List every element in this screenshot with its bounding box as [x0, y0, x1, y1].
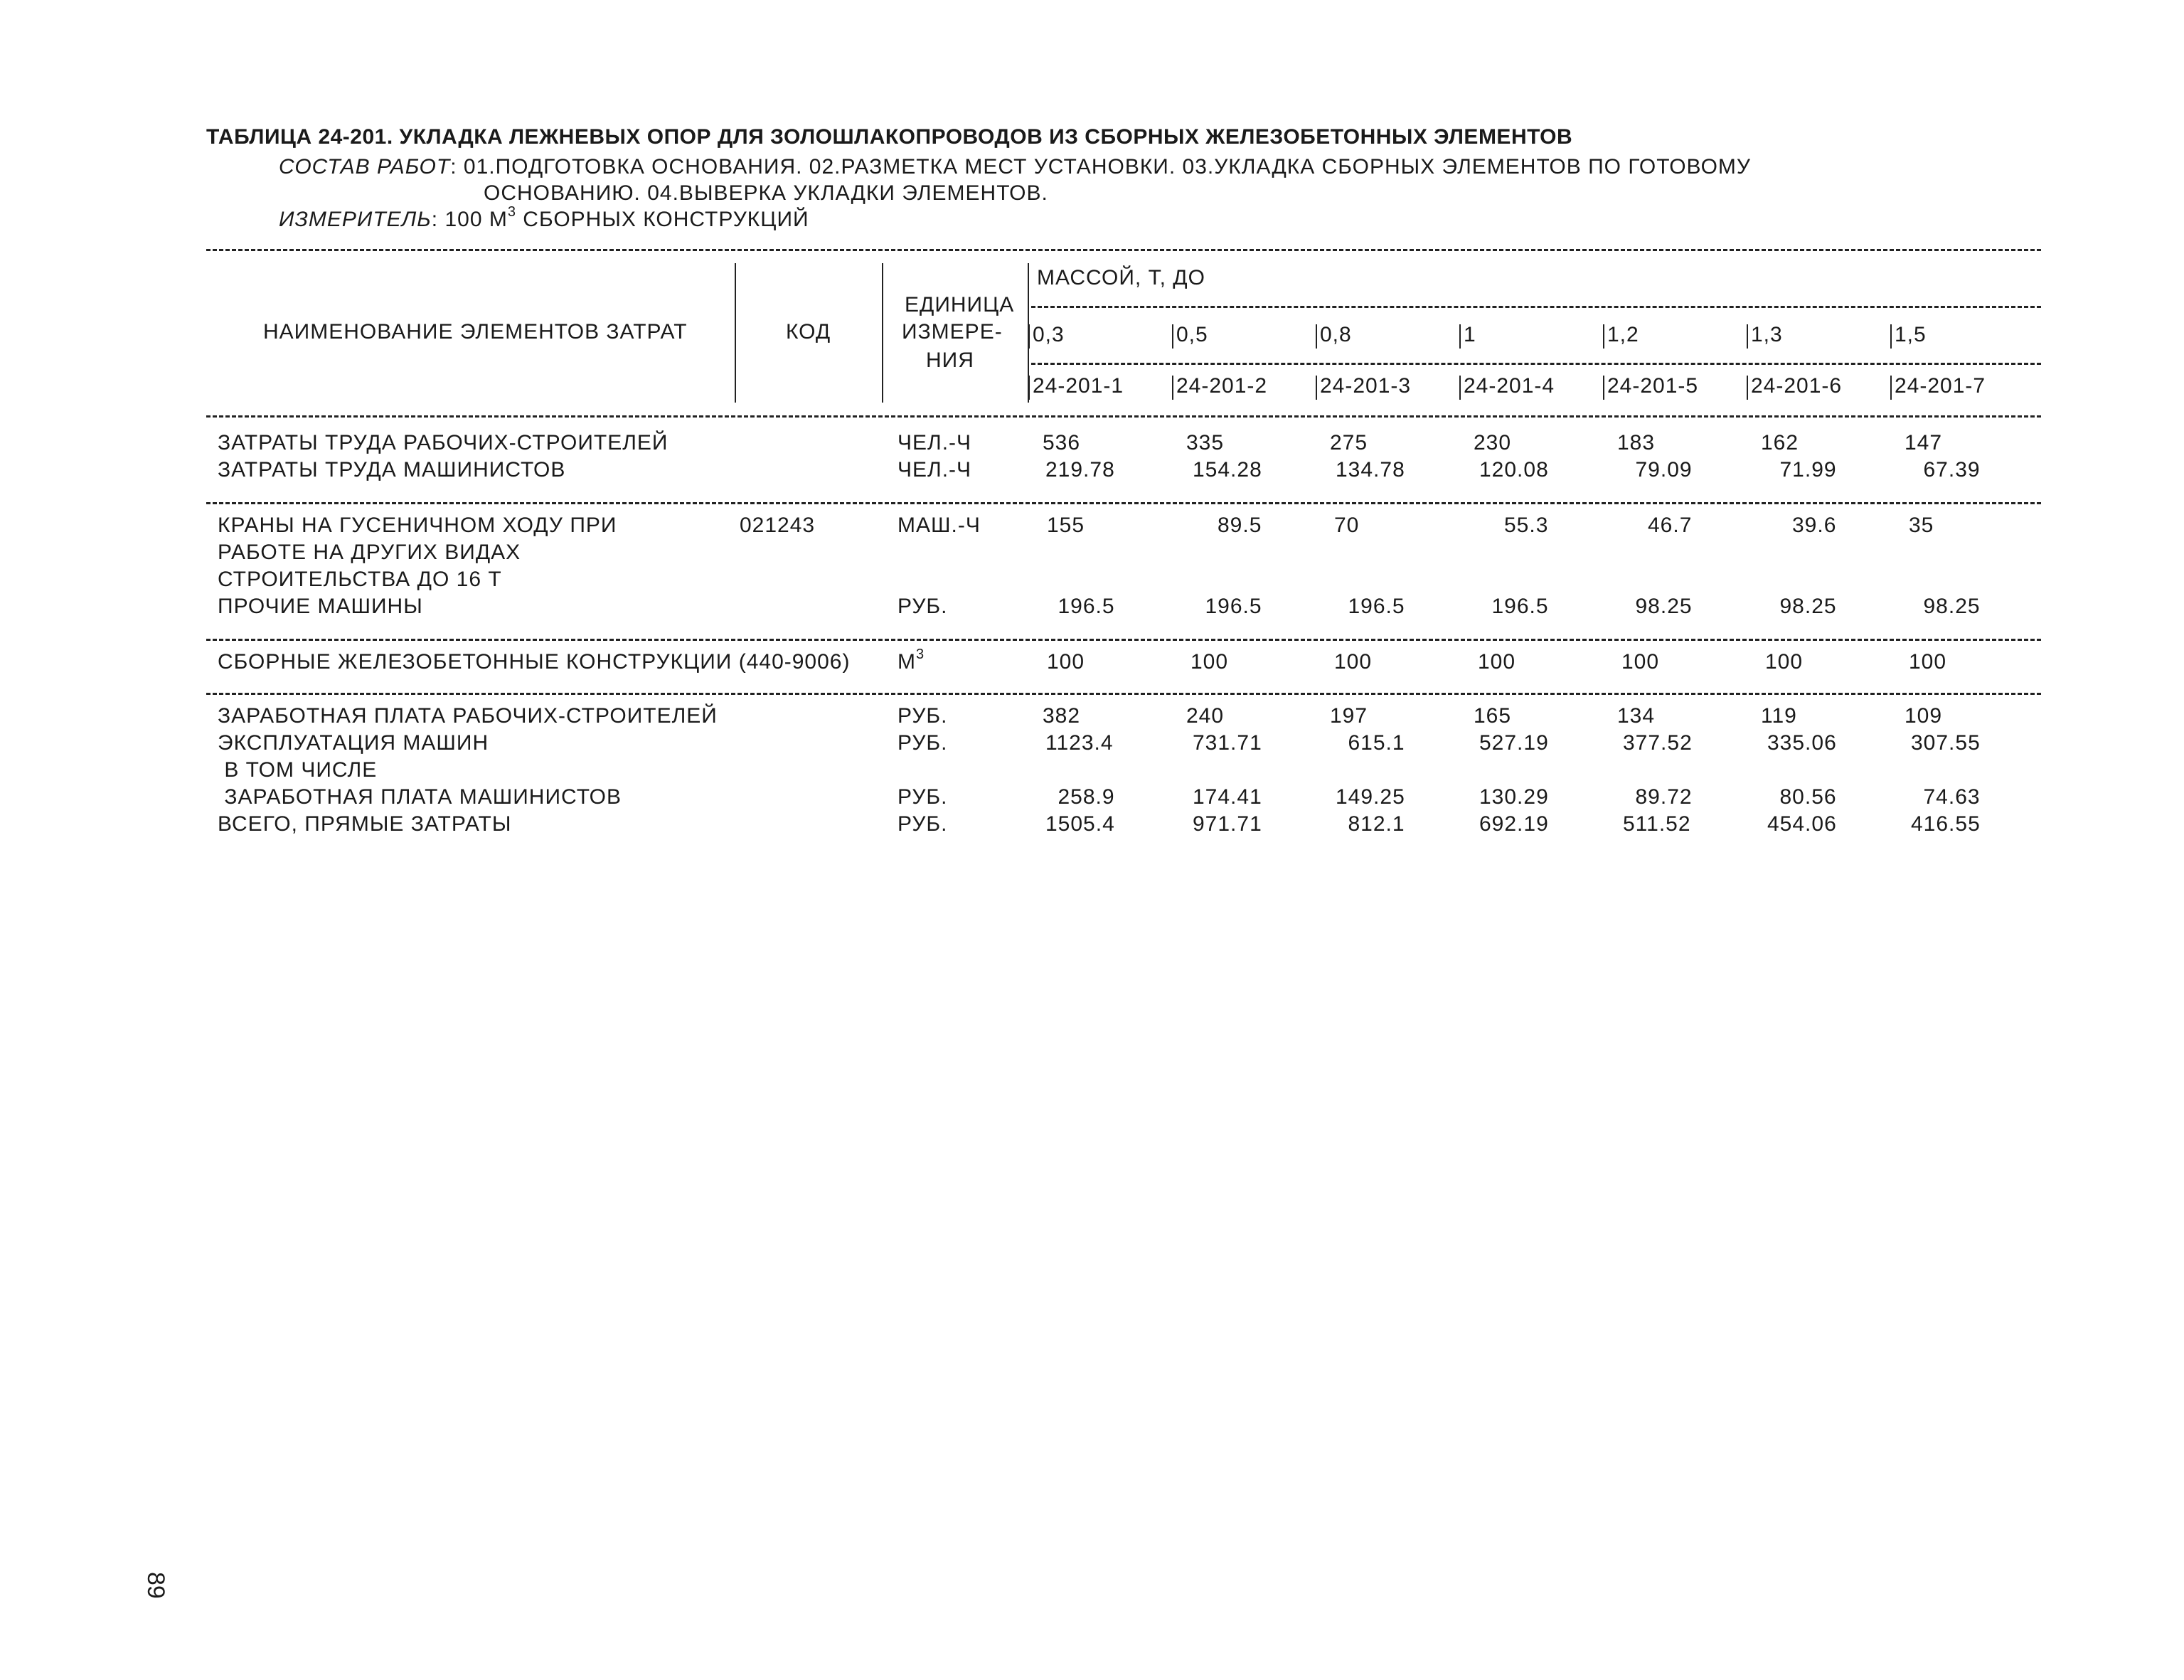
cell-value: 100	[1478, 650, 1516, 674]
code-col-bar	[1172, 376, 1173, 400]
work-composition-line1: : 01.ПОДГОТОВКА ОСНОВАНИЯ. 02.РАЗМЕТКА МЕСТ УСТАНОВКИ. 03.УКЛАДКА СБОРНЫХ ЭЛЕМЕНТОВ ПО ГОТОВОМУ	[450, 155, 1751, 179]
cell-value: 240	[1186, 704, 1225, 728]
cell-value: 79.09	[1635, 458, 1693, 482]
cell-value: 416.55	[1911, 812, 1981, 836]
row-name: СБОРНЫЕ ЖЕЛЕЗОБЕТОННЫЕ КОНСТРУКЦИИ (440-9006)	[218, 650, 851, 674]
cell-value: 165	[1474, 704, 1512, 728]
cell-value: 307.55	[1911, 731, 1981, 755]
cell-value: 89.72	[1635, 785, 1693, 809]
resource-code: 24-201-7	[1895, 374, 1986, 398]
cell-value: 258.9	[1058, 785, 1115, 809]
cell-value: 154.28	[1193, 458, 1262, 482]
cell-value: 134.78	[1336, 458, 1405, 482]
resource-code: 24-201-3	[1320, 374, 1412, 398]
page-number: 89	[142, 1572, 169, 1599]
row-unit-text: РУБ.	[897, 704, 948, 728]
cell-value: 147	[1905, 431, 1943, 454]
divider-top	[206, 249, 2041, 251]
cell-value: 183	[1617, 431, 1656, 454]
cell-value: 71.99	[1779, 458, 1837, 482]
divider-codes	[1031, 363, 2041, 365]
mass-value: 1,5	[1895, 323, 1927, 346]
row-unit	[897, 647, 925, 674]
cell-value: 70	[1334, 514, 1360, 537]
row-name: КРАНЫ НА ГУСЕНИЧНОМ ХОДУ ПРИ	[218, 514, 617, 537]
cell-value: 100	[1190, 650, 1229, 674]
cell-value: 80.56	[1779, 785, 1837, 809]
cell-value: 100	[1765, 650, 1804, 674]
row-unit-text: МАШ.-Ч	[897, 514, 981, 537]
code-col-bar	[1890, 376, 1892, 400]
cell-value: 98.25	[1635, 595, 1693, 618]
mass-col-bar	[1459, 324, 1461, 349]
cell-value: 196.5	[1491, 595, 1549, 618]
row-code: 021243	[740, 514, 816, 537]
cell-value: 219.78	[1045, 458, 1115, 482]
cell-value: 89.5	[1218, 514, 1262, 537]
mass-col-bar	[1890, 324, 1892, 349]
mass-col-bar	[1747, 324, 1748, 349]
cell-value: 197	[1330, 704, 1368, 728]
mass-col-bar	[1316, 324, 1317, 349]
header-bar-1	[735, 263, 736, 403]
cell-value: 55.3	[1504, 514, 1549, 537]
divider-group-3	[206, 693, 2041, 695]
row-unit	[897, 704, 947, 728]
row-name: ВСЕГО, ПРЯМЫЕ ЗАТРАТЫ	[218, 812, 512, 836]
row-name: СТРОИТЕЛЬСТВА ДО 16 Т	[218, 568, 502, 591]
cell-value: 98.25	[1779, 595, 1837, 618]
cell-value: 35	[1909, 514, 1934, 537]
code-col-bar	[1459, 376, 1461, 400]
cell-value: 692.19	[1479, 812, 1549, 836]
cell-value: 100	[1047, 650, 1085, 674]
row-name: ЗАТРАТЫ ТРУДА РАБОЧИХ-СТРОИТЕЛЕЙ	[218, 431, 668, 454]
divider-group-2	[206, 639, 2041, 641]
cell-value: 731.71	[1193, 731, 1262, 755]
mass-value: 0,5	[1176, 323, 1208, 346]
divider-header-bottom	[206, 415, 2041, 418]
header-code: КОД	[786, 320, 831, 344]
cell-value: 511.52	[1623, 812, 1691, 836]
row-unit-text: ЧЕЛ.-Ч	[897, 431, 972, 454]
cell-value: 382	[1043, 704, 1081, 728]
mass-col-bar	[1172, 324, 1173, 349]
row-name: ЗАТРАТЫ ТРУДА МАШИНИСТОВ	[218, 458, 566, 482]
row-unit-text: РУБ.	[897, 731, 948, 755]
cell-value: 1505.4	[1045, 812, 1115, 836]
cell-value: 275	[1330, 431, 1368, 454]
cell-value: 527.19	[1479, 731, 1549, 755]
resource-code: 24-201-1	[1033, 374, 1124, 398]
cell-value: 155	[1047, 514, 1085, 537]
cell-value: 812.1	[1348, 812, 1405, 836]
mass-value: 0,3	[1033, 323, 1065, 346]
cell-value: 536	[1043, 431, 1081, 454]
cell-value: 46.7	[1648, 514, 1693, 537]
mass-value: 1	[1464, 323, 1476, 346]
cell-value: 149.25	[1336, 785, 1405, 809]
resource-code: 24-201-4	[1464, 374, 1555, 398]
cell-value: 230	[1474, 431, 1512, 454]
cell-value: 100	[1909, 650, 1947, 674]
divider-mass	[1031, 306, 2041, 308]
cell-value: 74.63	[1923, 785, 1981, 809]
cell-value: 196.5	[1205, 595, 1262, 618]
row-unit	[897, 595, 947, 619]
resource-code: 24-201-6	[1751, 374, 1843, 398]
row-name: В ТОМ ЧИСЛЕ	[218, 758, 378, 782]
code-col-bar	[1747, 376, 1748, 400]
row-unit	[897, 785, 947, 809]
row-unit-text: РУБ.	[897, 595, 948, 618]
meter	[279, 204, 809, 232]
table-title: ТАБЛИЦА 24-201. УКЛАДКА ЛЕЖНЕВЫХ ОПОР ДЛЯ ЗОЛОШЛАКОПРОВОДОВ ИЗ СБОРНЫХ ЖЕЛЕЗОБЕТОННЫХ ЭЛЕМЕНТОВ	[206, 125, 1573, 149]
work-composition	[279, 155, 1751, 179]
row-name: ЗАРАБОТНАЯ ПЛАТА РАБОЧИХ-СТРОИТЕЛЕЙ	[218, 704, 718, 728]
cell-value: 1123.4	[1045, 731, 1114, 755]
divider-group-1	[206, 502, 2041, 504]
row-name: ЗАРАБОТНАЯ ПЛАТА МАШИНИСТОВ	[218, 785, 622, 809]
header-mass: МАССОЙ, Т, ДО	[1037, 266, 1205, 289]
header-unit-3: НИЯ	[926, 349, 974, 372]
header-bar-2	[882, 263, 883, 403]
cell-value: 39.6	[1792, 514, 1837, 537]
cell-value: 454.06	[1767, 812, 1837, 836]
header-name: НАИМЕНОВАНИЕ ЭЛЕМЕНТОВ ЗАТРАТ	[263, 320, 688, 344]
cell-value: 174.41	[1193, 785, 1262, 809]
header-unit-2: ИЗМЕРЕ-	[902, 320, 1003, 344]
row-unit-text: РУБ.	[897, 812, 948, 836]
code-col-bar	[1603, 376, 1604, 400]
cell-value: 98.25	[1923, 595, 1981, 618]
cell-value: 196.5	[1058, 595, 1115, 618]
row-unit	[897, 731, 947, 755]
cell-value: 100	[1334, 650, 1373, 674]
meter-value-pre: : 100 М	[431, 208, 508, 231]
meter-label: ИЗМЕРИТЕЛЬ	[279, 208, 432, 231]
work-composition-label: СОСТАВ РАБОТ	[279, 155, 451, 179]
cell-value: 120.08	[1479, 458, 1549, 482]
cell-value: 67.39	[1923, 458, 1981, 482]
mass-col-bar	[1028, 324, 1030, 349]
cell-value: 130.29	[1479, 785, 1549, 809]
work-composition-line2: ОСНОВАНИЮ. 04.ВЫВЕРКА УКЛАДКИ ЭЛЕМЕНТОВ.	[484, 181, 1048, 205]
cell-value: 162	[1761, 431, 1799, 454]
cell-value: 119	[1761, 704, 1797, 728]
cell-value: 100	[1621, 650, 1660, 674]
row-name: РАБОТЕ НА ДРУГИХ ВИДАХ	[218, 541, 521, 564]
row-unit-sup: 3	[916, 647, 925, 662]
meter-sup: 3	[507, 204, 516, 220]
row-unit	[897, 458, 971, 482]
row-unit-text: РУБ.	[897, 785, 948, 809]
row-unit	[897, 514, 981, 538]
cell-value: 134	[1617, 704, 1656, 728]
cell-value: 335	[1186, 431, 1225, 454]
mass-value: 1,3	[1751, 323, 1783, 346]
cell-value: 377.52	[1623, 731, 1693, 755]
row-name: ЭКСПЛУАТАЦИЯ МАШИН	[218, 731, 489, 755]
header-unit-1: ЕДИНИЦА	[905, 293, 1015, 317]
row-name: ПРОЧИЕ МАШИНЫ	[218, 595, 423, 618]
cell-value: 196.5	[1348, 595, 1405, 618]
cell-value: 971.71	[1193, 812, 1262, 836]
mass-value: 1,2	[1607, 323, 1639, 346]
row-unit	[897, 431, 971, 455]
cell-value: 109	[1905, 704, 1943, 728]
cell-value: 335.06	[1767, 731, 1837, 755]
meter-value-post: СБОРНЫХ КОНСТРУКЦИЙ	[516, 208, 809, 231]
resource-code: 24-201-2	[1176, 374, 1268, 398]
code-col-bar	[1316, 376, 1317, 400]
code-col-bar	[1028, 376, 1030, 400]
row-unit	[897, 812, 947, 836]
mass-col-bar	[1603, 324, 1604, 349]
row-unit-text: М	[897, 650, 916, 674]
resource-code: 24-201-5	[1607, 374, 1699, 398]
cell-value: 615.1	[1348, 731, 1405, 755]
row-unit-text: ЧЕЛ.-Ч	[897, 458, 972, 482]
mass-value: 0,8	[1320, 323, 1352, 346]
